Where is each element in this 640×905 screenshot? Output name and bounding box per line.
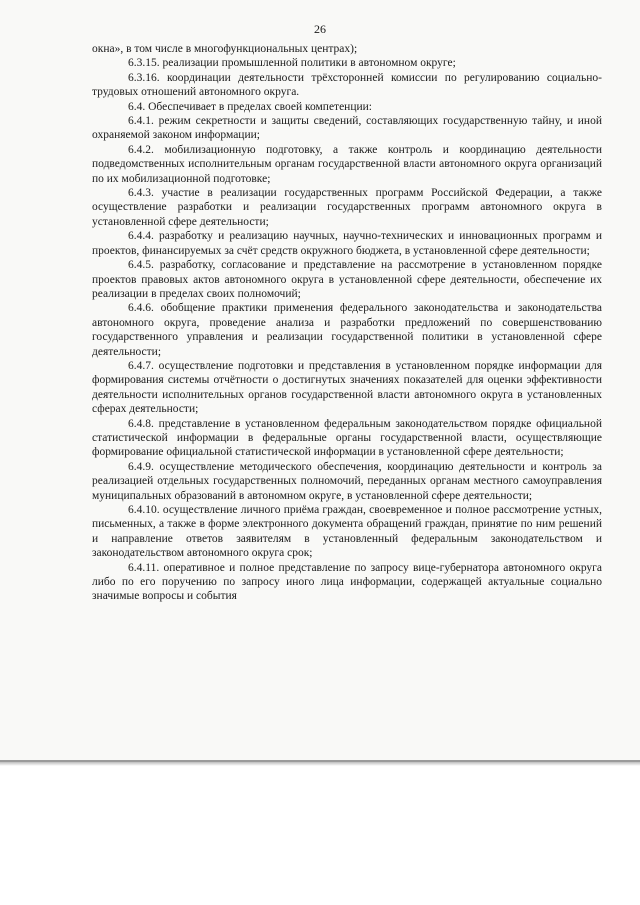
paragraph: 6.4. Обеспечивает в пределах своей компетенции: [128, 100, 372, 113]
paragraph: 6.4.11. оперативное и полное представление по запросу вице-губернатора автономного округа либо по его поручению по запросу иного лица информации, содержащей актуальные социально значимые вопросы и события [92, 561, 602, 603]
page-number: 26 [314, 22, 326, 36]
document-body [92, 42, 602, 604]
paragraph: 6.4.4. разработку и реализацию научных, научно-технических и инновационных программ и проектов, финансируемых за счёт средств окружного бюджета, в установленной сфере деятельности; [92, 230, 602, 257]
paragraph: 6.4.1. режим секретности и защиты сведений, составляющих государственную тайну, и иной охраняемой законом информации; [92, 115, 602, 142]
paragraph: 6.3.16. координации деятельности трёхсторонней комиссии по регулированию социально-трудовых отношений автономного округа. [92, 71, 602, 99]
paragraph: 6.4.6. обобщение практики применения федерального законодательства и законодательства автономного округа, проведение анализа и разработки предложений по совершенствованию государственного управления и реализации государственной политики в установленной сфере деятельности; [92, 302, 602, 358]
paragraph: 6.4.2. мобилизационную подготовку, а также контроль и координацию деятельности подведомственных исполнительным органам государственной власти автономного округа организаций по их мобилизационной подготовке; [92, 143, 602, 185]
paragraph: 6.4.3. участие в реализации государственных программ Российской Федерации, а также осуществление разработки и реализации государственных программ автономного округа в установленной сфере деятельности; [92, 187, 602, 228]
paragraph: 6.4.10. осуществление личного приёма граждан, своевременное и полное рассмотрение устных, письменных, а также в форме электронного документа обращений граждан, принятие по ним решений и направление ответов заявителям в установленный федеральным законодательством и законодательством автономного округа срок; [92, 504, 602, 560]
paragraph: 6.4.7. осуществление подготовки и представления в установленном порядке информации для формирования системы отчётности о достигнутых значениях показателей для оценки эффективности деятельности исполнительных органов государственной власти автономного округа в установленных сферах деятельности; [92, 359, 602, 416]
paragraph: окна», в том числе в многофункциональных центрах); [92, 43, 358, 55]
paragraph: 6.3.15. реализации промышленной политики в автономном округе; [128, 57, 456, 70]
paragraph: 6.4.5. разработку, согласование и представление на рассмотрение в установленном порядке проектов правовых актов автономного округа в установленной сфере деятельности, обеспечение их реализации в пределах своих полномочий; [92, 259, 602, 300]
paragraph: 6.4.8. представление в установленном федеральным законодательством порядке официальной статистической информации в федеральные органы государственной власти, осуществляющие формирование официальной статистической информации в установленной сфере деятельности; [92, 417, 602, 459]
blank-area [0, 766, 640, 905]
paragraph: 6.4.9. осуществление методического обеспечения, координацию деятельности и контроль за реализацией отдельных государственных полномочий, переданных органам местного самоуправления муниципальных образований в автономном округе, в установленной сфере деятельности; [92, 460, 602, 502]
